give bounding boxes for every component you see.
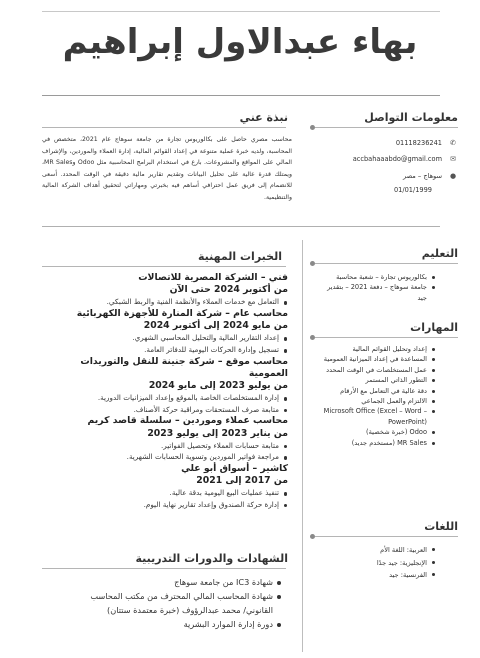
phone-text: 01118236241 bbox=[395, 139, 442, 147]
email-text[interactable]: accbahaaabdo@gmail.com bbox=[352, 155, 442, 163]
skills-list bbox=[318, 344, 436, 448]
skills-heading: المهارات bbox=[410, 321, 458, 334]
experience-heading-rule bbox=[42, 266, 286, 267]
certificate-item: شهادة IC3 من جامعة سوهاج bbox=[60, 575, 282, 589]
experience-title: فني – الشركة المصرية للاتصالات bbox=[138, 272, 288, 283]
top-rule bbox=[42, 11, 440, 12]
languages-heading-rule bbox=[315, 536, 458, 537]
education-heading-dot bbox=[310, 261, 315, 266]
experience-duty: إعداد التقارير المالية والتحليل المحاسبي الشهري. bbox=[52, 332, 288, 344]
experience-item bbox=[52, 272, 288, 308]
certificate-item: دورة إدارة الموارد البشرية bbox=[60, 617, 282, 631]
experience-item bbox=[52, 463, 288, 511]
skill-item: Odoo (خبرة شخصية) bbox=[318, 427, 436, 437]
experience-title: محاسب عام – شركة المنارة للأجهزة الكهربائية bbox=[76, 308, 288, 319]
certificates-heading-rule bbox=[42, 568, 286, 569]
about-text: محاسب مصري حاصل على بكالوريوس تجارة من جامعة سوهاج عام 2021، متخصص في المحاسبة، ولديه خبرة عملية متنوعة في إعداد القوائم المالية، إدارة العملاء والموردين، والإشراف المالي على المواقع والمشروعات. بارع في استخدام البرامج المحاسبية مثل Odoo وMR Sales، ويمتلك قدرة عالية على تحليل البيانات وتقديم تقارير مالية دقيقة في الوقت المحدد. أسعى للانضمام إلى فريق عمل احترافي أساهم فيه بخبرتي ومهاراتي لتحقيق أهداف الشركة المالية والتنظيمية. bbox=[42, 136, 292, 201]
location-pin-icon: ● bbox=[449, 172, 457, 180]
experience-title: محاسب عملاء وموردين – سلسلة قاصد كريم bbox=[87, 415, 288, 427]
contact-heading: معلومات التواصل bbox=[364, 111, 458, 124]
languages-list bbox=[318, 544, 436, 582]
skill-item: عمل المستخلصات في الوقت المحدد bbox=[318, 365, 436, 375]
experience-list bbox=[52, 272, 288, 511]
language-item: العربية: اللغة الأم bbox=[318, 544, 436, 557]
contact-birthdate bbox=[308, 185, 458, 197]
middle-rule bbox=[42, 226, 440, 227]
phone-icon: ✆ bbox=[450, 139, 456, 147]
header-rule bbox=[42, 95, 440, 96]
experience-item bbox=[52, 308, 288, 356]
skill-item: إعداد وتحليل القوائم المالية bbox=[318, 344, 436, 354]
education-heading: التعليم bbox=[421, 247, 458, 260]
birthdate-text: 01/01/1999 bbox=[393, 186, 432, 194]
experience-period: من يوليو 2023 إلى مايو 2024 bbox=[148, 380, 288, 391]
skill-item: التطور الذاتي المستمر bbox=[318, 375, 436, 385]
contact-heading-rule bbox=[315, 127, 458, 128]
experience-period: من يناير 2023 إلى يوليو 2023 bbox=[147, 427, 288, 439]
certificate-item: شهادة المحاسب المالي المحترف من مكتب المحاسب القانوني/ محمد عبدالرؤوف (خبرة معتمدة ستتان) bbox=[60, 589, 282, 617]
experience-duty: التعامل مع خدمات العملاء والأنظمة الفنية والربط الشبكي. bbox=[52, 296, 288, 308]
experience-duty: تنفيذ عمليات البيع اليومية بدقة عالية. bbox=[52, 487, 288, 499]
experience-title: كاشير – أسواق أبو علي bbox=[181, 462, 288, 474]
about-heading-rule bbox=[42, 127, 286, 128]
skills-heading-rule bbox=[315, 337, 458, 338]
certificates-list bbox=[60, 575, 282, 631]
skill-item: دقة عالية في التعامل مع الأرقام bbox=[318, 386, 436, 396]
education-item: بكالوريوس تجارة – شعبة محاسبة bbox=[318, 272, 436, 282]
experience-heading: الخبرات المهنية bbox=[197, 250, 282, 263]
experience-duty: إدارة حركة الصندوق وإعداد تقارير نهاية اليوم. bbox=[52, 499, 288, 511]
education-item: جامعة سوهاج – دفعة 2021 – بتقدير جيد bbox=[318, 282, 436, 303]
languages-heading: اللغات bbox=[424, 520, 458, 533]
experience-period: من مايو 2024 إلى أكتوبر 2024 bbox=[143, 320, 288, 332]
experience-title: محاسب موقع – شركة جنينة للنقل والتوريدات العمومية bbox=[80, 355, 288, 379]
mail-icon: ✉ bbox=[450, 155, 456, 163]
experience-period: من أكتوبر 2024 حتى الآن bbox=[169, 284, 288, 296]
skill-item: MR Sales (مستخدم جديد) bbox=[318, 438, 436, 448]
certificates-heading: الشهادات والدورات التدريبية bbox=[135, 552, 288, 565]
skill-item: المساعدة في إعداد الميزانية العمومية bbox=[318, 354, 436, 364]
skill-item: Microsoft Office (Excel – Word – PowerPoint) bbox=[318, 406, 436, 427]
education-heading-rule bbox=[315, 263, 458, 264]
skills-heading-dot bbox=[310, 335, 315, 340]
experience-duty: إدارة المستخلصات الخاصة بالموقع وإعداد الميزانيات الدورية. bbox=[52, 392, 288, 404]
language-item: الإنجليزية: جيد جدًا bbox=[318, 557, 436, 570]
experience-duty: متابعة صرف المستحقات ومراقبة حركة الأصناف. bbox=[52, 404, 288, 416]
skill-item: الالتزام والعمل الجماعي bbox=[318, 396, 436, 406]
contact-email bbox=[308, 154, 458, 166]
experience-duty: متابعة حسابات العملاء وتحصيل الفواتير. bbox=[52, 440, 288, 452]
experience-duty: تسجيل وإدارة الحركات اليومية للدفاتر العامة. bbox=[52, 344, 288, 356]
languages-heading-dot bbox=[310, 534, 315, 539]
contact-location bbox=[308, 171, 458, 183]
contact-heading-dot bbox=[310, 125, 315, 130]
experience-item bbox=[52, 356, 288, 416]
location-text: سوهاج – مصر bbox=[402, 172, 442, 180]
language-item: الفرنسية: جيد bbox=[318, 569, 436, 582]
education-list bbox=[318, 272, 436, 303]
about-heading: نبذة عني bbox=[239, 111, 288, 124]
column-divider bbox=[302, 240, 303, 652]
contact-phone bbox=[308, 138, 458, 150]
experience-item bbox=[52, 415, 288, 463]
experience-duty: مراجعة فواتير الموردين وتسوية الحسابات الشهرية. bbox=[52, 451, 288, 463]
experience-period: من 2017 إلى 2021 bbox=[196, 475, 288, 487]
person-name: بهاء عبدالاول إبراهيم bbox=[62, 22, 418, 62]
